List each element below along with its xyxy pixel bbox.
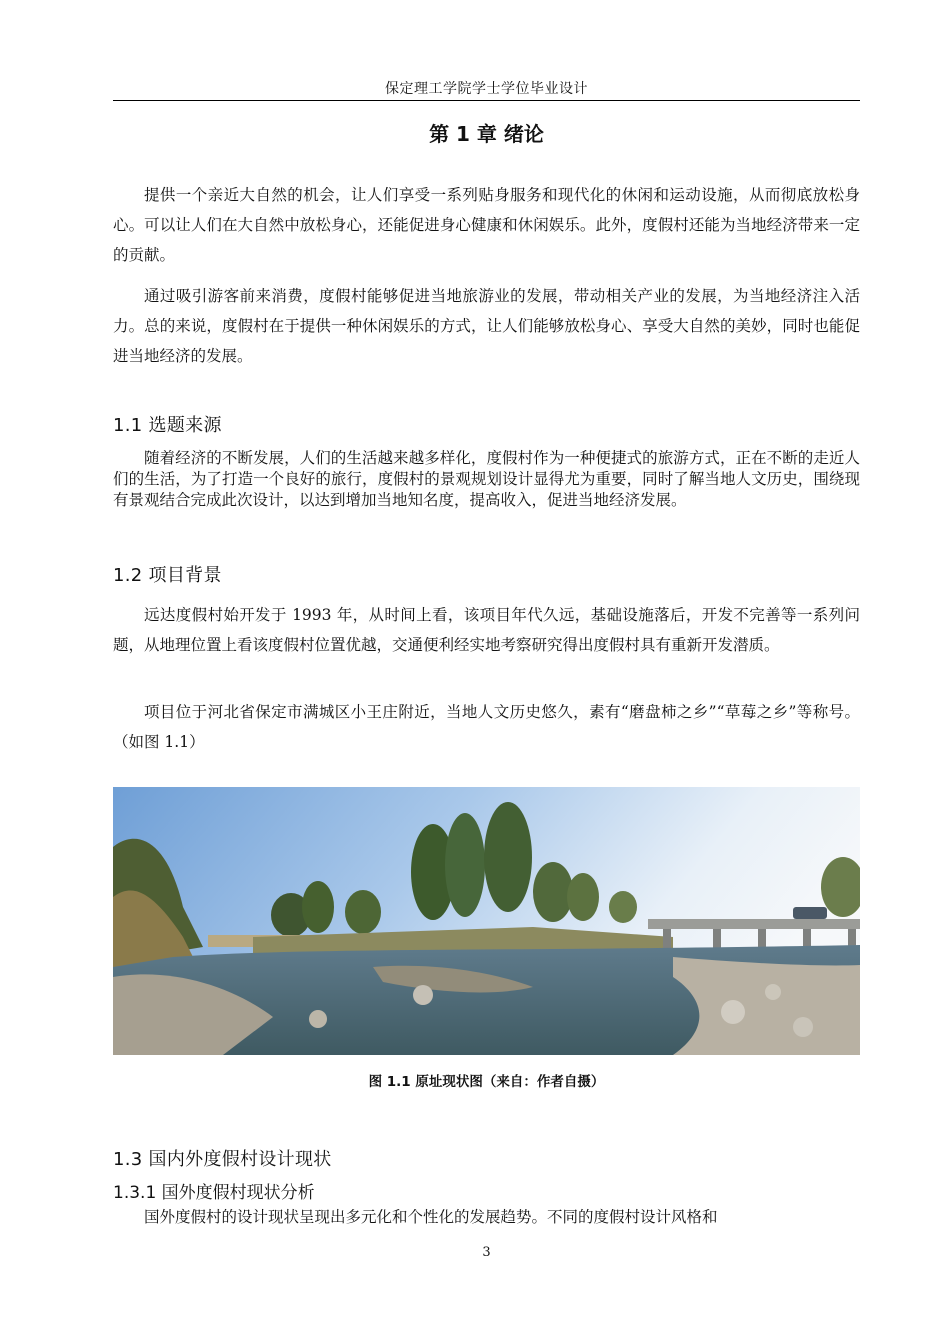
figure-site-photo xyxy=(113,787,860,1055)
section-1-2-paragraph-1: 远达度假村始开发于 1993 年，从时间上看，该项目年代久远，基础设施落后，开发不完善等一系列问题，从地理位置上看该度假村位置优越，交通便利经实地考察研究得出度假村具有重新开发潜质。 xyxy=(113,606,860,654)
section-1-1-paragraph: 随着经济的不断发展，人们的生活越来越多样化，度假村作为一种便捷式的旅游方式，正在不断的走近人们的生活，为了打造一个良好的旅行，度假村的景观规划设计显得尤为重要，同时了解当地人文历史，围绕现有景观结合完成此次设计，以达到增加当地知名度，提高收入，促进当地经济发展。 xyxy=(113,449,860,509)
panorama-river-photo xyxy=(113,787,860,1055)
intro-paragraph-1: 提供一个亲近大自然的机会，让人们享受一系列贴身服务和现代化的休闲和运动设施，从而彻底放松身心。可以让人们在大自然中放松身心，还能促进身心健康和休闲娱乐。此外，度假村还能为当地经济带来一定的贡献。 xyxy=(113,186,860,264)
page-number: 3 xyxy=(482,1245,491,1260)
figure-caption: 图 1.1 原址现状图（来自：作者自摄） xyxy=(368,1074,605,1090)
section-1-3-1-paragraph: 国外度假村的设计现状呈现出多元化和个性化的发展趋势。不同的度假村设计风格和 xyxy=(144,1208,718,1226)
chapter-title: 第 1 章 绪论 xyxy=(429,122,544,146)
header-rule xyxy=(113,100,860,101)
running-header: 保定理工学院学士学位毕业设计 xyxy=(385,81,588,97)
section-1-3-heading: 1.3 国内外度假村设计现状 xyxy=(113,1149,332,1170)
section-1-2-heading: 1.2 项目背景 xyxy=(113,565,222,586)
section-1-2-paragraph-2: 项目位于河北省保定市满城区小王庄附近，当地人文历史悠久，素有“磨盘柿之乡”“草莓之乡”等称号。（如图 1.1） xyxy=(113,703,860,751)
section-1-3-1-heading: 1.3.1 国外度假村现状分析 xyxy=(113,1183,315,1203)
intro-paragraph-2: 通过吸引游客前来消费，度假村能够促进当地旅游业的发展，带动相关产业的发展，为当地经济注入活力。总的来说，度假村在于提供一种休闲娱乐的方式，让人们能够放松身心、享受大自然的美妙，同时也能促进当地经济的发展。 xyxy=(113,287,860,365)
section-1-1-heading: 1.1 选题来源 xyxy=(113,415,222,436)
